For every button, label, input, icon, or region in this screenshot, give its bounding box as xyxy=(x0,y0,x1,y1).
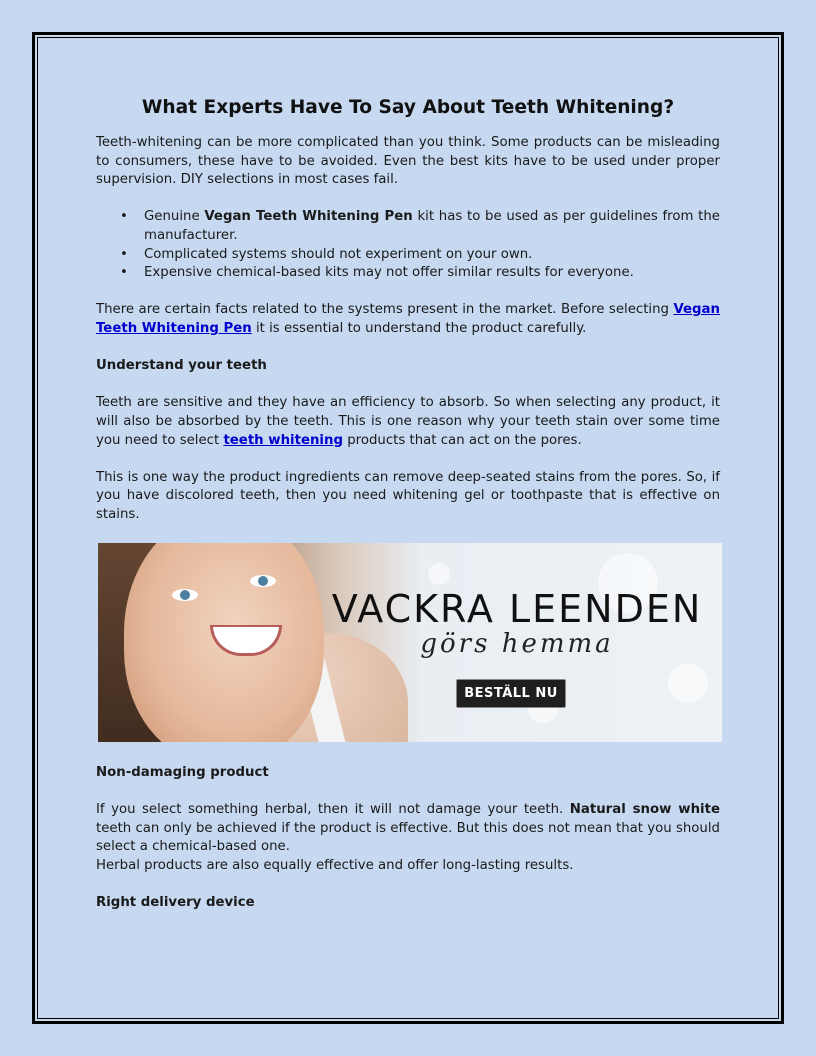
bullet-icon: • xyxy=(120,265,128,281)
stains-paragraph: This is one way the product ingredients can remove deep-seated stains from the pores. So, if you have discolored teeth, then you need whitening gel or toothpaste that is effective on stains. xyxy=(96,469,720,522)
tips-list xyxy=(96,208,720,282)
bokeh-decoration xyxy=(428,563,450,585)
eye-graphic xyxy=(172,589,198,601)
vegan-pen-link[interactable]: Vegan Teeth Whitening Pen xyxy=(96,302,720,336)
eye-graphic xyxy=(250,575,276,587)
teeth-paragraph xyxy=(96,394,720,450)
page-title: What Experts Have To Say About Teeth Whitening? xyxy=(141,97,675,118)
intro-paragraph: Teeth-whitening can be more complicated than you think. Some products can be misleading to consumers, these have to be avoided. Even the best kits have to be used under proper supervision. DIY selections in most cases fail. xyxy=(96,135,720,188)
bullet-icon: • xyxy=(120,246,128,262)
list-item xyxy=(120,208,720,245)
paragraph-text: it is essential to understand the product carefully. xyxy=(251,320,587,336)
order-now-button[interactable]: BESTÄLL NU xyxy=(456,679,566,708)
list-item-text: Expensive chemical-based kits may not offer similar results for everyone. xyxy=(144,265,634,281)
product-name-bold: Vegan Teeth Whitening Pen xyxy=(204,209,413,225)
paragraph-text: products that can act on the pores. xyxy=(342,432,582,448)
list-item-text: Genuine xyxy=(144,209,205,225)
facts-paragraph xyxy=(96,301,720,338)
paragraph-text: Teeth are sensitive and they have an efficiency to absorb. So when selecting any product, it will also be absorbed by the teeth. This is one reason why your teeth stain over some time you need to select xyxy=(96,395,720,448)
paragraph-text: teeth can only be achieved if the product is effective. But this does not mean that you should select a chemical-based one. xyxy=(96,820,720,855)
banner-tagline: görs hemma xyxy=(420,629,614,660)
list-item xyxy=(120,246,720,265)
promo-banner[interactable] xyxy=(98,543,722,742)
bokeh-decoration xyxy=(668,663,708,703)
section-heading-understand: Understand your teeth xyxy=(96,358,267,374)
list-item xyxy=(120,264,720,283)
herbal-results-paragraph: Herbal products are also equally effective and offer long-lasting results. xyxy=(96,858,574,874)
snow-white-bold: Natural snow white xyxy=(569,802,720,818)
model-face-image xyxy=(124,543,324,742)
paragraph-text: There are certain facts related to the systems present in the market. Before selecting xyxy=(96,302,674,318)
section-heading-delivery: Right delivery device xyxy=(96,895,255,911)
list-item-text: Complicated systems should not experiment on your own. xyxy=(144,246,533,262)
teeth-whitening-link[interactable]: teeth whitening xyxy=(223,432,343,448)
herbal-paragraph xyxy=(96,801,720,857)
smile-graphic xyxy=(210,625,282,656)
paragraph-text: If you select something herbal, then it will not damage your teeth. xyxy=(96,802,570,818)
section-heading-non-damaging: Non-damaging product xyxy=(96,765,269,781)
document-body xyxy=(96,96,720,931)
bullet-icon: • xyxy=(120,209,128,225)
list-item-text: kit has to be used as per guidelines from the manufacturer. xyxy=(144,209,720,243)
banner-headline: VACKRA LEENDEN xyxy=(331,587,703,632)
